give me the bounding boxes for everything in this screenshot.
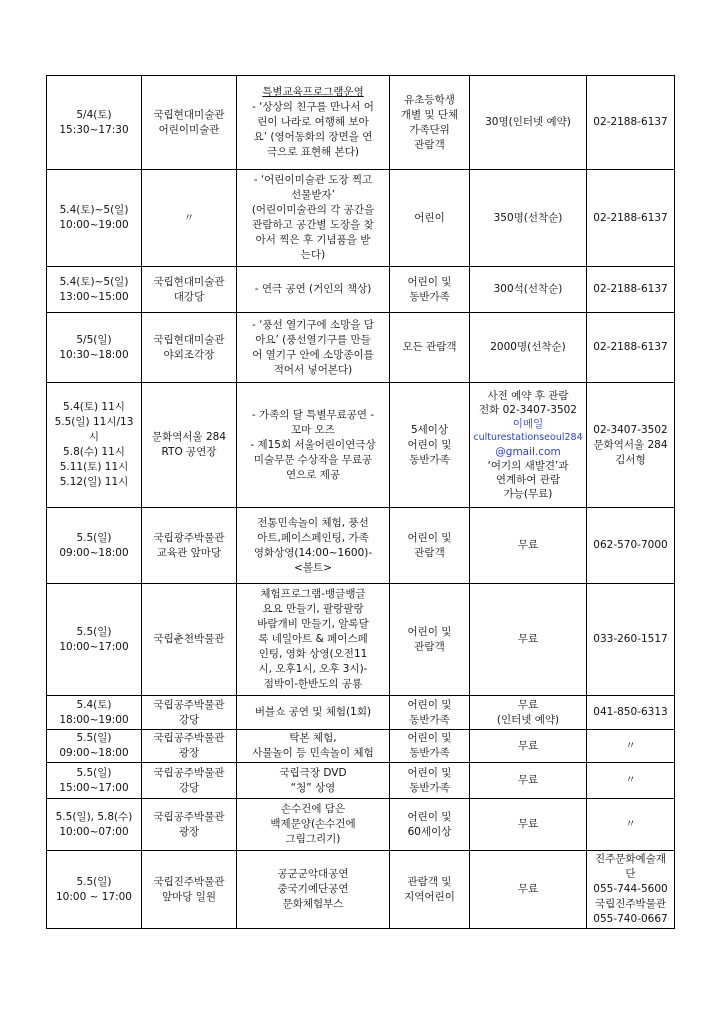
date-cell: 5.5(일), 5.8(수) 10:00~07:00	[47, 799, 142, 851]
capacity-cell: 무료	[470, 730, 587, 763]
capacity-cell: 무료 (인터넷 예약)	[470, 696, 587, 730]
target-cell: 5세이상 어린이 및 동반가족	[390, 383, 470, 508]
email-label: 이메일	[512, 418, 544, 430]
capacity-cell: 무료	[470, 584, 587, 696]
table-row	[47, 851, 675, 929]
target-cell: 어린이 및 동반가족	[390, 763, 470, 799]
date-cell: 5.4(토)~5(일) 13:00~15:00	[47, 267, 142, 313]
venue-cell: 국립현대미술관 대강당	[142, 267, 237, 313]
contact-cell: 진주문화예술재단 055-744-5600 국립진주박물관 055-740-0667	[587, 851, 675, 929]
table-row	[47, 383, 675, 508]
program-cell: - ‘어린이미술관 도장 찍고 선물받자’ (어린이미술관의 각 공간을 관람하고 공간별 도장을 찾 아서 찍은 후 기념품을 받 는다)	[237, 170, 390, 267]
target-cell: 어린이 및 동반가족	[390, 696, 470, 730]
target-cell: 어린이	[390, 170, 470, 267]
table-row	[47, 799, 675, 851]
program-cell: 버블쇼 공연 및 체험(1회)	[237, 696, 390, 730]
contact-cell: 02-2188-6137	[587, 267, 675, 313]
capacity-cell: 2000명(선착순)	[470, 313, 587, 383]
contact-cell: 062-570-7000	[587, 508, 675, 584]
date-cell: 5.5(일) 10:00~17:00	[47, 584, 142, 696]
program-cell: 공군군악대공연 중국기예단공연 문화체험부스	[237, 851, 390, 929]
contact-cell: 02-2188-6137	[587, 170, 675, 267]
date-cell: 5.4(토) 18:00~19:00	[47, 696, 142, 730]
date-cell: 5.5(일) 09:00~18:00	[47, 730, 142, 763]
capacity-cell: 무료	[470, 508, 587, 584]
date-cell: 5.4(토)~5(일) 10:00~19:00	[47, 170, 142, 267]
target-cell: 어린이 및 동반가족	[390, 730, 470, 763]
venue-cell: 국립현대미술관 야외조각장	[142, 313, 237, 383]
venue-cell: 국립진주박물관 앞마당 일원	[142, 851, 237, 929]
contact-cell: 02-3407-3502 문화역서울 284 김서형	[587, 383, 675, 508]
venue-cell: 국립현대미술관 어린이미술관	[142, 76, 237, 170]
program-cell: - ‘풍선 열기구에 소망을 담 아요’ (풍선열기구를 만들 어 열기구 안에 소망종이를 적어서 넣어본다)	[237, 313, 390, 383]
table-row	[47, 584, 675, 696]
capacity-cell: 무료	[470, 763, 587, 799]
capacity-cell: 350명(선착순)	[470, 170, 587, 267]
date-cell: 5.5(일) 09:00~18:00	[47, 508, 142, 584]
table-row	[47, 76, 675, 170]
target-cell: 어린이 및 60세이상	[390, 799, 470, 851]
table-row	[47, 170, 675, 267]
program-heading: 특별교육프로그램운영	[262, 86, 364, 98]
table-row	[47, 267, 675, 313]
date-cell: 5.4(토) 11시 5.5(일) 11시/13시 5.8(수) 11시 5.11(토) 11시 5.12(일) 11시	[47, 383, 142, 508]
contact-cell: 〃	[587, 799, 675, 851]
target-cell: 관람객 및 지역어린이	[390, 851, 470, 929]
program-cell: 특별교육프로그램운영 - ‘상상의 친구를 만나서 어 린이 나라로 여행해 보아 요’ (영어동화의 장면을 연 극으로 표현해 본다)	[237, 76, 390, 170]
program-cell: 전통민속놀이 체험, 풍선 아트,페이스페인팅, 가족 영화상영(14:00~1600)- <볼트>	[237, 508, 390, 584]
capacity-cell: 사전 예약 후 관람 전화 02-3407-3502 이메일 culturestationseoul284 @gmail.com ‘여기의 새발견’과 연계하여 관람 가능(무료)	[470, 383, 587, 508]
venue-cell: 국립공주박물관 강당	[142, 763, 237, 799]
capacity-cell: 30명(인터넷 예약)	[470, 76, 587, 170]
capacity-cell: 무료	[470, 799, 587, 851]
contact-cell: 〃	[587, 730, 675, 763]
target-cell: 모든 관람객	[390, 313, 470, 383]
program-cell: - 연극 공연 (거인의 책상)	[237, 267, 390, 313]
table-row	[47, 763, 675, 799]
program-cell: 체험프로그램-뱅글뱅글 요요 만들기, 팔랑팔랑 바람개비 만들기, 알록달 록 네일아트 & 페이스페 인팅, 영화 상영(오전11 시, 오후1시, 오후 3시)- 점박이-한반도의 공룡	[237, 584, 390, 696]
event-schedule-table	[46, 75, 675, 929]
venue-cell: 국립광주박물관 교육관 앞마당	[142, 508, 237, 584]
target-cell: 유초등학생 개별 및 단체 가족단위 관람객	[390, 76, 470, 170]
table-row	[47, 508, 675, 584]
program-cell: 손수건에 담은 백제문양(손수건에 그림그리기)	[237, 799, 390, 851]
contact-cell: 033-260-1517	[587, 584, 675, 696]
email-domain[interactable]: @gmail.com	[495, 446, 561, 458]
venue-cell: 〃	[142, 170, 237, 267]
table-row	[47, 313, 675, 383]
venue-cell: 국립공주박물관 광장	[142, 730, 237, 763]
contact-cell: 02-2188-6137	[587, 76, 675, 170]
email-link[interactable]: culturestationseoul284	[473, 432, 583, 443]
contact-cell: 〃	[587, 763, 675, 799]
venue-cell: 문화역서울 284 RTO 공연장	[142, 383, 237, 508]
capacity-cell: 무료	[470, 851, 587, 929]
table-row	[47, 696, 675, 730]
program-cell: - 가족의 달 특별무료공연 - 꼬마 오즈 - 제15회 서울어린이연극상 미술무문 수상작을 무료공 연으로 제공	[237, 383, 390, 508]
capacity-cell: 300석(선착순)	[470, 267, 587, 313]
venue-cell: 국립춘천박물관	[142, 584, 237, 696]
date-cell: 5/5(일) 10:30~18:00	[47, 313, 142, 383]
table-row	[47, 730, 675, 763]
date-cell: 5.5(일) 15:00~17:00	[47, 763, 142, 799]
program-cell: 탁본 체험, 사물놀이 등 민속놀이 체험	[237, 730, 390, 763]
program-cell: 국립극장 DVD “청” 상영	[237, 763, 390, 799]
date-cell: 5.5(일) 10:00 ~ 17:00	[47, 851, 142, 929]
contact-cell: 02-2188-6137	[587, 313, 675, 383]
venue-cell: 국립공주박물관 강당	[142, 696, 237, 730]
target-cell: 어린이 및 관람객	[390, 584, 470, 696]
contact-cell: 041-850-6313	[587, 696, 675, 730]
target-cell: 어린이 및 관람객	[390, 508, 470, 584]
target-cell: 어린이 및 동반가족	[390, 267, 470, 313]
date-cell: 5/4(토) 15:30~17:30	[47, 76, 142, 170]
venue-cell: 국립공주박물관 광장	[142, 799, 237, 851]
